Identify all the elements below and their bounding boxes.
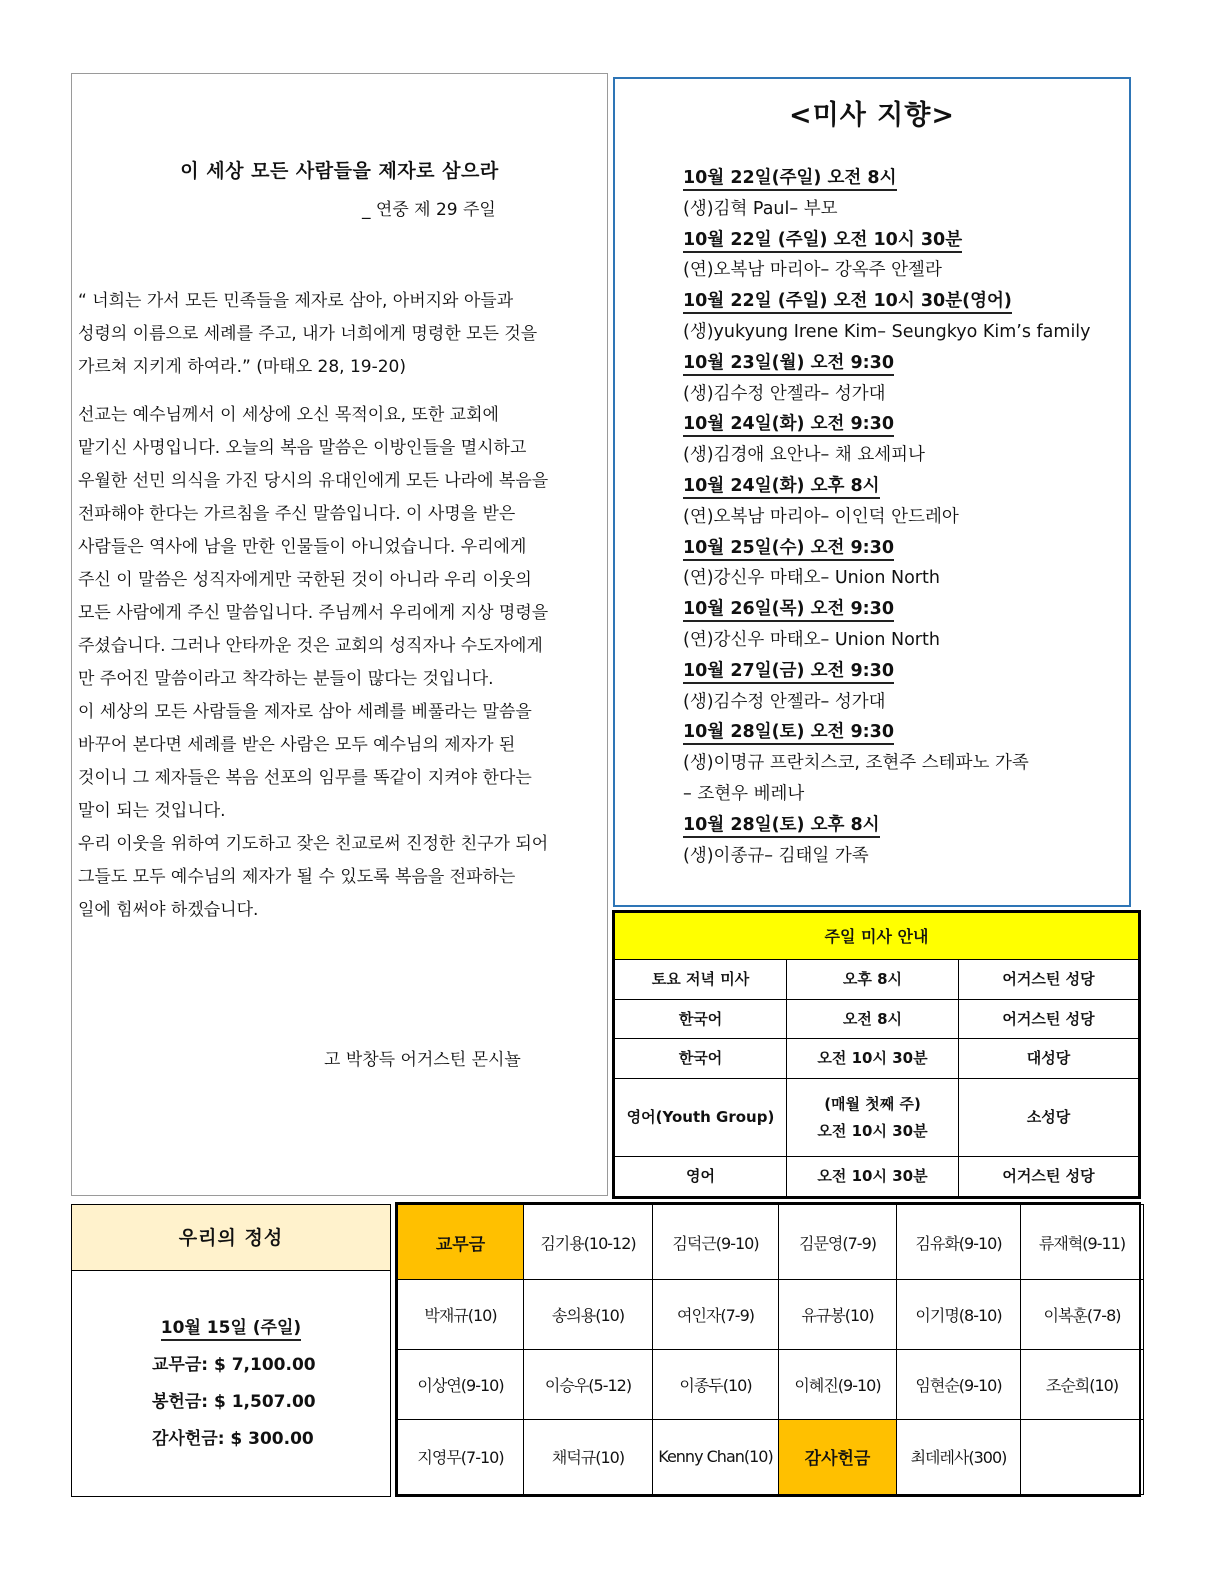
intention-entry-text: (생)이종규– 김태일 가족 [683, 845, 869, 866]
body-line: 바꾸어 본다면 세례를 받은 사람은 모두 예수님의 제자가 된 [78, 735, 516, 755]
donor-cell: Kenny Chan(10) [653, 1419, 779, 1494]
intention-entry [683, 317, 1091, 348]
quote-line: 성령의 이름으로 세례를 주고, 내가 너희에게 명령한 모든 것을 [78, 324, 538, 344]
intention-entry [683, 563, 1091, 594]
intention-entry [683, 440, 1091, 471]
intention-date [683, 594, 1091, 625]
intention-date-text: 10월 28일(토) 오전 9:30 [683, 722, 894, 745]
sunday-mass-cell: 한국어 [615, 999, 787, 1039]
donor-cell: 지영무(7-10) [398, 1419, 524, 1494]
mass-intentions-list [683, 163, 1091, 871]
intention-date-text: 10월 28일(토) 오후 8시 [683, 815, 880, 838]
sunday-mass-row [615, 999, 1139, 1039]
sunday-mass-cell: 오후 8시 [787, 960, 959, 1000]
intention-date-text: 10월 22일(주일) 오전 8시 [683, 168, 897, 191]
intention-entry [683, 625, 1091, 656]
homily-title: 이 세상 모든 사람들을 제자로 삼으라 [180, 160, 499, 182]
donor-cell: 이복훈(7-8) [1021, 1280, 1144, 1350]
donor-row [398, 1280, 1144, 1350]
sunday-mass-cell: 어거스틴 성당 [959, 999, 1139, 1039]
sunday-mass-cell: 영어(Youth Group) [615, 1079, 787, 1157]
sunday-mass-cell: 토요 저녁 미사 [615, 960, 787, 1000]
intention-date-text: 10월 22일 (주일) 오전 10시 30분 [683, 230, 962, 253]
quote-line: “ 너희는 가서 모든 민족들을 제자로 삼아, 아버지와 아들과 [78, 291, 514, 311]
body-line: 우리 이웃을 위하여 기도하고 잦은 친교로써 진정한 친구가 되어 [78, 834, 549, 854]
donor-cell: 여인자(7-9) [653, 1280, 779, 1350]
donor-cell: 이혜진(9-10) [779, 1349, 897, 1419]
sunday-mass-table [612, 910, 1141, 1199]
intention-entry-text: (연)강신우 마태오– Union North [683, 629, 940, 650]
body-line: 전파해야 한다는 가르침을 주신 말씀입니다. 이 사명을 받은 [78, 504, 516, 524]
body-line: 일에 힘써야 하겠습니다. [78, 900, 259, 920]
donor-row [398, 1349, 1144, 1419]
intention-date-text: 10월 25일(수) 오전 9:30 [683, 538, 894, 561]
body-line: 주신 이 말씀은 성직자에게만 국한된 것이 아니라 우리 이웃의 [78, 570, 532, 590]
body-line: 것이니 그 제자들은 복음 선포의 임무를 똑같이 지켜야 한다는 [78, 768, 532, 788]
intention-date-text: 10월 22일 (주일) 오전 10시 30분(영어) [683, 291, 1012, 314]
homily-box [71, 73, 608, 1196]
quote-line: 가르쳐 지키게 하여라.” (마태오 28, 19-20) [78, 357, 406, 377]
donor-cell: 임현순(9-10) [897, 1349, 1021, 1419]
intention-entry [683, 687, 1091, 718]
sunday-mass-cell: 어거스틴 성당 [959, 960, 1139, 1000]
offering-header: 우리의 정성 [72, 1205, 390, 1271]
body-line: 맡기신 사명입니다. 오늘의 복음 말씀은 이방인들을 멸시하고 [78, 438, 527, 458]
donor-cell: 채덕규(10) [524, 1419, 653, 1494]
homily-author: 고 박창득 어거스틴 몬시뇰 [324, 1050, 521, 1070]
intention-date [683, 471, 1091, 502]
intention-entry-text: (연)오복남 마리아– 강옥주 안젤라 [683, 260, 942, 281]
donor-row [398, 1419, 1144, 1494]
sunday-mass-cell: 오전 10시 30분 [787, 1157, 959, 1197]
intention-date-text: 10월 27일(금) 오전 9:30 [683, 661, 894, 684]
intention-date [683, 656, 1091, 687]
donor-cell: 이기명(8-10) [897, 1280, 1021, 1350]
intention-entry-text: (생)김수정 안젤라– 성가대 [683, 383, 886, 404]
sunday-mass-cell: 한국어 [615, 1039, 787, 1079]
donor-cell: 김기용(10-12) [524, 1205, 653, 1280]
donor-cell: 박재규(10) [398, 1280, 524, 1350]
sunday-mass-cell: 대성당 [959, 1039, 1139, 1079]
donor-cell: 김덕근(9-10) [653, 1205, 779, 1280]
offering-date: 10월 15일 (주일) [161, 1317, 301, 1341]
donor-cell: 조순희(10) [1021, 1349, 1144, 1419]
donor-cell: 이종두(10) [653, 1349, 779, 1419]
intention-entry-text: (생)김경애 요안나– 채 요세피나 [683, 445, 925, 466]
donor-grid [395, 1202, 1141, 1497]
intention-date-text: 10월 24일(화) 오후 8시 [683, 476, 880, 499]
donor-cell: 류재혁(9-11) [1021, 1205, 1144, 1280]
intention-entry-text: (연)오복남 마리아– 이인덕 안드레아 [683, 506, 959, 527]
intention-date [683, 717, 1091, 748]
sunday-mass-header: 주일 미사 안내 [615, 913, 1139, 960]
mass-intentions-box [613, 77, 1131, 907]
intention-date [683, 286, 1091, 317]
body-line: 만 주어진 말씀이라고 착각하는 분들이 많다는 것입니다. [78, 669, 494, 689]
donor-cell: 이승우(5-12) [524, 1349, 653, 1419]
intention-date [683, 225, 1091, 256]
body-line: 사람들은 역사에 남을 만한 인물들이 아니었습니다. 우리에게 [78, 537, 527, 557]
sunday-mass-row [615, 960, 1139, 1000]
intention-entry [683, 255, 1091, 286]
donor-category-label: 감사헌금 [779, 1419, 897, 1494]
homily-body [78, 399, 603, 927]
donor-cell: 이상연(9-10) [398, 1349, 524, 1419]
donor-cell: 최데레사(300) [897, 1419, 1021, 1494]
sunday-mass-cell: 소성당 [959, 1079, 1139, 1157]
intention-date [683, 533, 1091, 564]
body-line: 이 세상의 모든 사람들을 제자로 삼아 세례를 베풀라는 말씀을 [78, 702, 532, 722]
intention-date [683, 409, 1091, 440]
intention-entry [683, 194, 1091, 225]
offering-line: 봉헌금: $ 1,507.00 [152, 1392, 316, 1412]
intention-entry [683, 748, 1091, 779]
mass-intentions-heading: <미사 지향> [789, 100, 955, 131]
offering-line: 감사헌금: $ 300.00 [152, 1429, 314, 1449]
sunday-mass-row [615, 1157, 1139, 1197]
intention-entry [683, 502, 1091, 533]
donor-cell: 송의용(10) [524, 1280, 653, 1350]
body-line: 우월한 선민 의식을 가진 당시의 유대인에게 모든 나라에 복음을 [78, 471, 549, 491]
body-line: 말이 되는 것입니다. [78, 801, 226, 821]
homily-subtitle: _ 연중 제 29 주일 [362, 200, 496, 220]
intention-date [683, 163, 1091, 194]
sunday-mass-cell: (매월 첫째 주) 오전 10시 30분 [787, 1079, 959, 1157]
intention-date-text: 10월 26일(목) 오전 9:30 [683, 599, 894, 622]
donor-cell: 유규봉(10) [779, 1280, 897, 1350]
intention-entry [683, 379, 1091, 410]
body-line: 선교는 예수님께서 이 세상에 오신 목적이요, 또한 교회에 [78, 405, 499, 425]
sunday-mass-row [615, 1039, 1139, 1079]
donor-cell [1021, 1419, 1144, 1494]
sunday-mass-cell: 오전 8시 [787, 999, 959, 1039]
intention-entry-text: (생)김수정 안젤라– 성가대 [683, 691, 886, 712]
intention-entry-text: – 조현우 베레나 [683, 783, 805, 804]
intention-entry-text: (생)이명규 프란치스코, 조현주 스테파노 가족 [683, 753, 1029, 774]
offering-box [71, 1204, 391, 1497]
intention-entry-text: (연)강신우 마태오– Union North [683, 568, 940, 589]
intention-date [683, 348, 1091, 379]
intention-entry-text: (생)김혁 Paul– 부모 [683, 198, 838, 219]
body-line: 모든 사람에게 주신 말씀입니다. 주님께서 우리에게 지상 명령을 [78, 603, 549, 623]
offering-line: 교무금: $ 7,100.00 [152, 1355, 316, 1375]
sunday-mass-cell: 영어 [615, 1157, 787, 1197]
intention-date-text: 10월 23일(월) 오전 9:30 [683, 353, 894, 376]
donor-cell: 김문영(7-9) [779, 1205, 897, 1280]
intention-entry [683, 841, 1091, 872]
intention-entry [683, 779, 1091, 810]
homily-quote [78, 285, 603, 384]
sunday-mass-cell: 오전 10시 30분 [787, 1039, 959, 1079]
intention-date-text: 10월 24일(화) 오전 9:30 [683, 414, 894, 437]
intention-date [683, 810, 1091, 841]
donor-cell: 김유화(9-10) [897, 1205, 1021, 1280]
intention-entry-text: (생)yukyung Irene Kim– Seungkyo Kim’s family [683, 321, 1091, 342]
sunday-mass-row [615, 1079, 1139, 1157]
body-line: 주셨습니다. 그러나 안타까운 것은 교회의 성직자나 수도자에게 [78, 636, 543, 656]
sunday-mass-cell: 어거스틴 성당 [959, 1157, 1139, 1197]
body-line: 그들도 모두 예수님의 제자가 될 수 있도록 복음을 전파하는 [78, 867, 516, 887]
donor-category-label: 교무금 [398, 1205, 524, 1280]
donor-row [398, 1205, 1144, 1280]
